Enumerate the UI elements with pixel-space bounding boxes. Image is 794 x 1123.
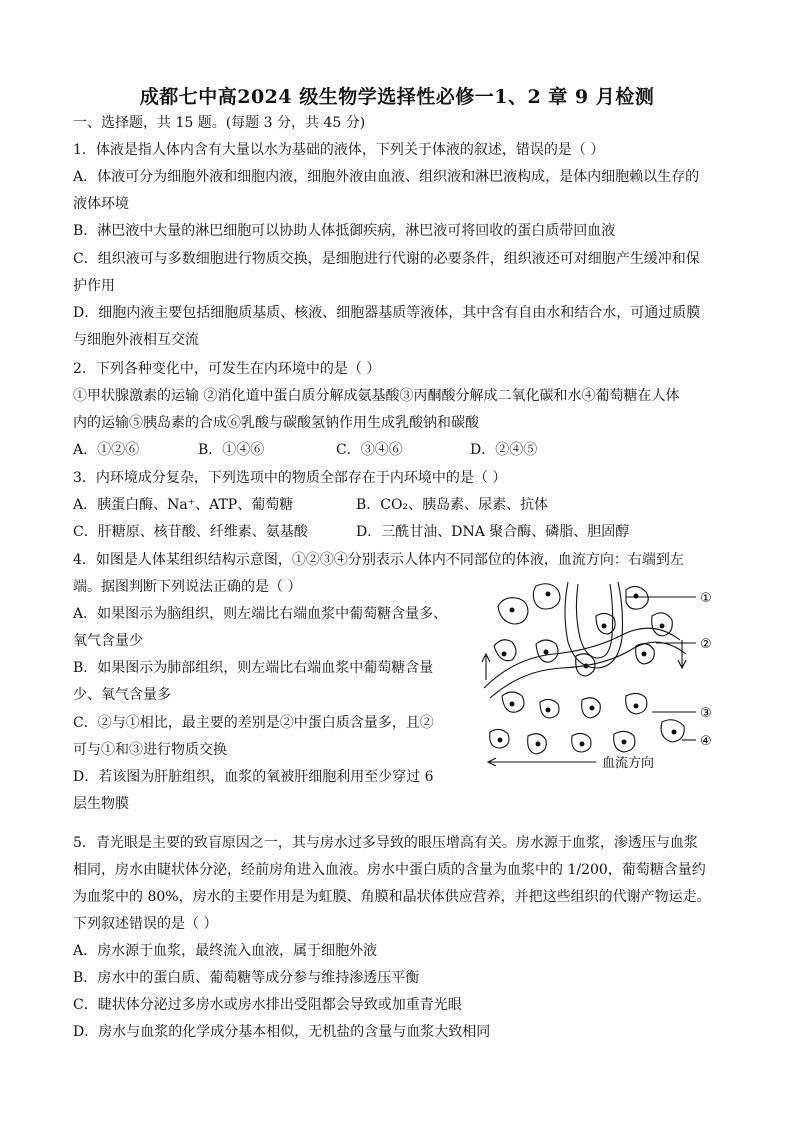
- figure-label-3: ③: [700, 706, 712, 721]
- q3-option-d: D．三酰甘油、DNA 聚合酶、磷脂、胆固醇: [356, 524, 630, 540]
- tissue-diagram: [476, 576, 722, 772]
- q5-stem-line4: 下列叙述错误的是（ ）: [73, 916, 218, 932]
- q3-option-b: B．CO₂、胰岛素、尿素、抗体: [356, 497, 549, 513]
- q4-stem: 4．如图是人体某组织结构示意图，①②③④分别表示人体内不同部位的体液，血流方向：右端到左: [73, 552, 684, 568]
- q3-option-a: A．胰蛋白酶、Na⁺、ATP、葡萄糖: [73, 497, 294, 513]
- blood-flow-label: 血流方向: [602, 756, 655, 771]
- figure-label-4: ④: [700, 734, 712, 749]
- q5-option-a: A．房水源于血浆，最终流入血液，属于细胞外液: [73, 943, 378, 959]
- q3-stem: 3．内环境成分复杂，下列选项中的物质全部存在于内环境中的是（ ）: [73, 470, 507, 486]
- q1-option-d: D．细胞内液主要包括细胞质基质、核液、细胞器基质等液体，其中含有自由水和结合水，可通过质膜: [73, 305, 701, 321]
- q1-option-c-cont: 护作用: [73, 278, 115, 294]
- q4-option-b-cont: 少、氧气含量多: [73, 687, 171, 703]
- q2-option-a: A．①②⑥: [73, 442, 140, 458]
- q2-options: [73, 441, 537, 459]
- q5-stem-line2: 相同，房水由睫状体分泌，经前房角进入血液。房水中蛋白质的含量为血浆中的 1/200，葡萄糖含量约: [73, 862, 706, 878]
- q5-option-c: C．睫状体分泌过多房水或房水排出受阻都会导致或加重青光眼: [73, 997, 462, 1013]
- q5-stem: 5．青光眼是主要的致盲原因之一，其与房水过多导致的眼压增高有关。房水源于血浆，渗透压与血浆: [73, 835, 698, 851]
- lymph-capillary: [565, 582, 623, 668]
- q2-stem: 2．下列各种变化中，可发生在内环境中的是（ ）: [73, 361, 381, 377]
- q2-option-d: D．②④⑤: [470, 442, 538, 458]
- tissue-cell: [533, 584, 560, 609]
- q4-stem-cont: 端。据图判断下列说法正确的是（ ）: [73, 579, 302, 595]
- q4-option-c-cont: 可与①和③进行物质交换: [73, 742, 227, 758]
- q4-option-a-cont: 氧气含量少: [73, 633, 143, 649]
- section-heading: 一、选择题，共 15 题。(每题 3 分，共 45 分): [73, 115, 366, 131]
- q1-option-a: A．体液可分为细胞外液和细胞内液，细胞外液由血液、组织液和淋巴液构成，是体内细胞赖以生存的: [73, 169, 700, 185]
- figure-label-1: ①: [700, 591, 712, 606]
- flow-arrow: [678, 640, 686, 668]
- q3-options-row1: [73, 496, 548, 514]
- q2-items-line1: ①甲状腺激素的运输 ②消化道中蛋白质分解成氨基酸③丙酮酸分解成二氧化碳和水④葡萄糖在人体: [73, 388, 680, 404]
- capillary-wall: [490, 642, 686, 698]
- q5-option-b: B．房水中的蛋白质、葡萄糖等成分参与维持渗透压平衡: [73, 970, 420, 986]
- q1-option-c: C．组织液可与多数细胞进行物质交换，是细胞进行代谢的必要条件，组织液还可对细胞产生缓冲和保: [73, 251, 700, 267]
- q3-option-c: C．肝糖原、核苷酸、纤维素、氨基酸: [73, 524, 308, 540]
- q4-option-a: A．如果图示为脑组织，则左端比右端血浆中葡萄糖含量多、: [73, 606, 448, 622]
- q2-items-line2: 内的运输⑤胰岛素的合成⑥乳酸与碳酸氢钠作用生成乳酸钠和碳酸: [73, 415, 479, 431]
- q1-option-a-cont: 液体环境: [73, 196, 129, 212]
- q2-option-b: B．①④⑥: [198, 442, 265, 458]
- q1-option-b: B．淋巴液中大量的淋巴细胞可以协助人体抵御疾病，淋巴液可将回收的蛋白质带回血液: [73, 223, 616, 239]
- exam-title: 成都七中高2024 级生物学选择性必修一1、2 章 9 月检测: [139, 86, 655, 108]
- q1-stem: 1．体液是指人体内含有大量以水为基础的液体，下列关于体液的叙述，错误的是（ ）: [73, 142, 605, 158]
- q5-stem-line3: 为血浆中的 80%，房水的主要作用是为虹膜、角膜和晶状体供应营养，并把这些组织的代谢产物运走。: [73, 889, 711, 905]
- q4-option-c: C．②与①相比，最主要的差别是②中蛋白质含量多，且②: [73, 715, 434, 731]
- q5-option-d: D．房水与血浆的化学成分基本相似，无机盐的含量与血浆大致相同: [73, 1024, 491, 1040]
- q2-option-c: C．③④⑥: [336, 442, 403, 458]
- q4-option-d-cont: 层生物膜: [73, 796, 129, 812]
- tissue-cell: [494, 640, 516, 661]
- q3-options-row2: [73, 523, 629, 541]
- q4-option-b: B．如果图示为肺部组织，则左端比右端血浆中葡萄糖含量: [73, 660, 434, 676]
- lymph-capillary: [576, 584, 612, 658]
- flow-arrow: [482, 654, 490, 680]
- q1-option-d-cont: 与细胞外液相互交流: [73, 332, 199, 348]
- tissue-structure-figure: [476, 576, 722, 772]
- q4-option-d: D．若该图为肝脏组织，血浆的氧被肝细胞利用至少穿过 6: [73, 769, 434, 785]
- figure-label-2: ②: [700, 637, 712, 652]
